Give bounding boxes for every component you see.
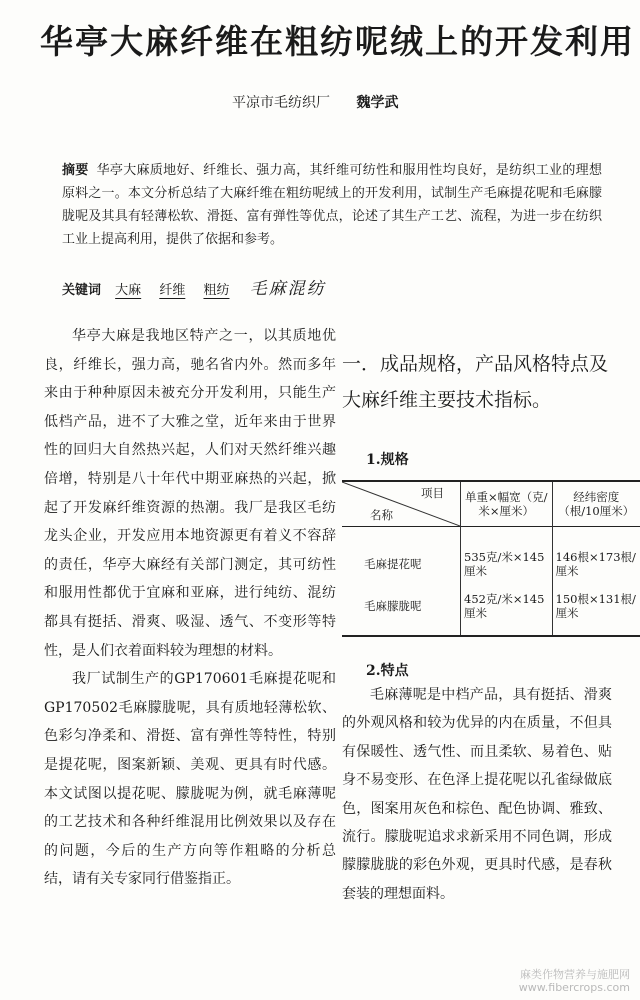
abstract-label: 摘要: [62, 163, 89, 178]
header-weight: 单重×幅宽（克/米×厘米）: [461, 481, 553, 527]
table-row: [342, 585, 640, 636]
paper-title: 华亭大麻纤维在粗纺呢绒上的开发利用: [40, 22, 635, 61]
abstract: [62, 159, 602, 251]
header-density: 经纬密度（根/10厘米）: [552, 481, 640, 527]
author-affiliation: 平凉市毛纺织厂: [232, 95, 330, 111]
spec-table: [342, 480, 640, 637]
body-paragraph: 毛麻薄呢是中档产品，具有挺括、滑爽的外观风格和较为优异的内在质量，不但具有保暖性、透气性、而且柔软、易着色、贴身不易变形、在色泽上提花呢以孔雀绿做底色，图案用灰色和棕色、配色协调、雅致、流行。朦胧呢追求求新采用不同色调，形成朦朦胧胧的彩色外观，更具时代感，是春秋套装的理想面料。: [342, 687, 612, 902]
keywords-label: 关键词: [62, 283, 102, 298]
watermark-url: www.fibercrops.com: [518, 981, 630, 994]
row-weight: 535克/米×145厘米: [461, 527, 553, 586]
section-heading: 一．成品规格，产品风格特点及大麻纤维主要技术指标。: [342, 353, 609, 411]
keywords: [62, 274, 326, 299]
row-density: 146根×173根/厘米: [552, 527, 640, 586]
body-paragraph: 我厂试制生产的GP170601毛麻提花呢和GP170502毛麻朦胧呢，具有质地轻薄松软、色彩匀净柔和、滑挺、富有弹性等特性，特别是提花呢，图案新颖、美观、更具有时代感。本文试图以提花呢、朦胧呢为例，就毛麻薄呢的工艺技术和各种纤维混用比例效果以及存在的问题，今后的生产方向等作粗略的分析总结，请有关专家同行借鉴指正。: [44, 671, 336, 888]
row-weight: 452克/米×145厘米: [461, 585, 553, 636]
handwritten-annotation: 毛麻混纺: [249, 279, 326, 299]
body-left-column: [44, 322, 336, 894]
subsection-heading-spec: 1.规格: [366, 452, 409, 468]
row-density: 150根×131根/厘米: [552, 585, 640, 636]
keyword-item: 纤维: [159, 283, 186, 298]
watermark: [519, 968, 630, 994]
body-right-column: [342, 681, 612, 908]
subsection-heading-features: 2.特点: [366, 663, 409, 679]
abstract-text: 华亭大麻质地好、纤维长、强力高，其纤维可纺性和服用性均良好，是纺织工业的理想原料之一。本文分析总结了大麻纤维在粗纺呢绒上的开发利用，试制生产毛麻提花呢和毛麻朦胧呢及其具有轻薄松软、滑挺、富有弹性等优点，论述了其生产工艺、流程，为进一步在纺织工业上提高利用，提供了依据和参考。: [62, 163, 602, 247]
keyword-item: 大麻: [115, 283, 142, 298]
table-row: [342, 527, 640, 586]
row-name: 毛麻朦胧呢: [342, 585, 461, 636]
keyword-item: 粗纺: [203, 283, 230, 298]
author-line: [232, 92, 398, 112]
table-header-row: [342, 481, 640, 527]
body-paragraph: 华亭大麻是我地区特产之一，以其质地优良，纤维长，强力高，驰名省内外。然而多年来由于种种原因未被充分开发利用，只能生产低档产品，进不了大雅之堂，近年来由于世界性的回归大自然热兴起，人们对天然纤维兴趣倍增，特别是八十年代中期亚麻热的兴起，掀起了开发麻纤维资源的热潮。我厂是我区毛纺龙头企业，开发应用本地资源更有着义不容辞的责任，华亭大麻经有关部门测定，其可纺性和服用性都优于宜麻和亚麻，进行纯纺、混纺都具有挺括、滑爽、吸湿、透气、不变形等特性，是人们衣着面料较为理想的材料。: [44, 328, 336, 659]
table-corner-cell: [342, 481, 461, 527]
author-name: 魏学武: [356, 95, 399, 111]
header-name-label: 名称: [370, 508, 393, 522]
header-item-label: 项目: [421, 486, 444, 500]
row-name: 毛麻提花呢: [364, 557, 422, 571]
watermark-line: 麻类作物营养与施肥网: [520, 968, 630, 981]
